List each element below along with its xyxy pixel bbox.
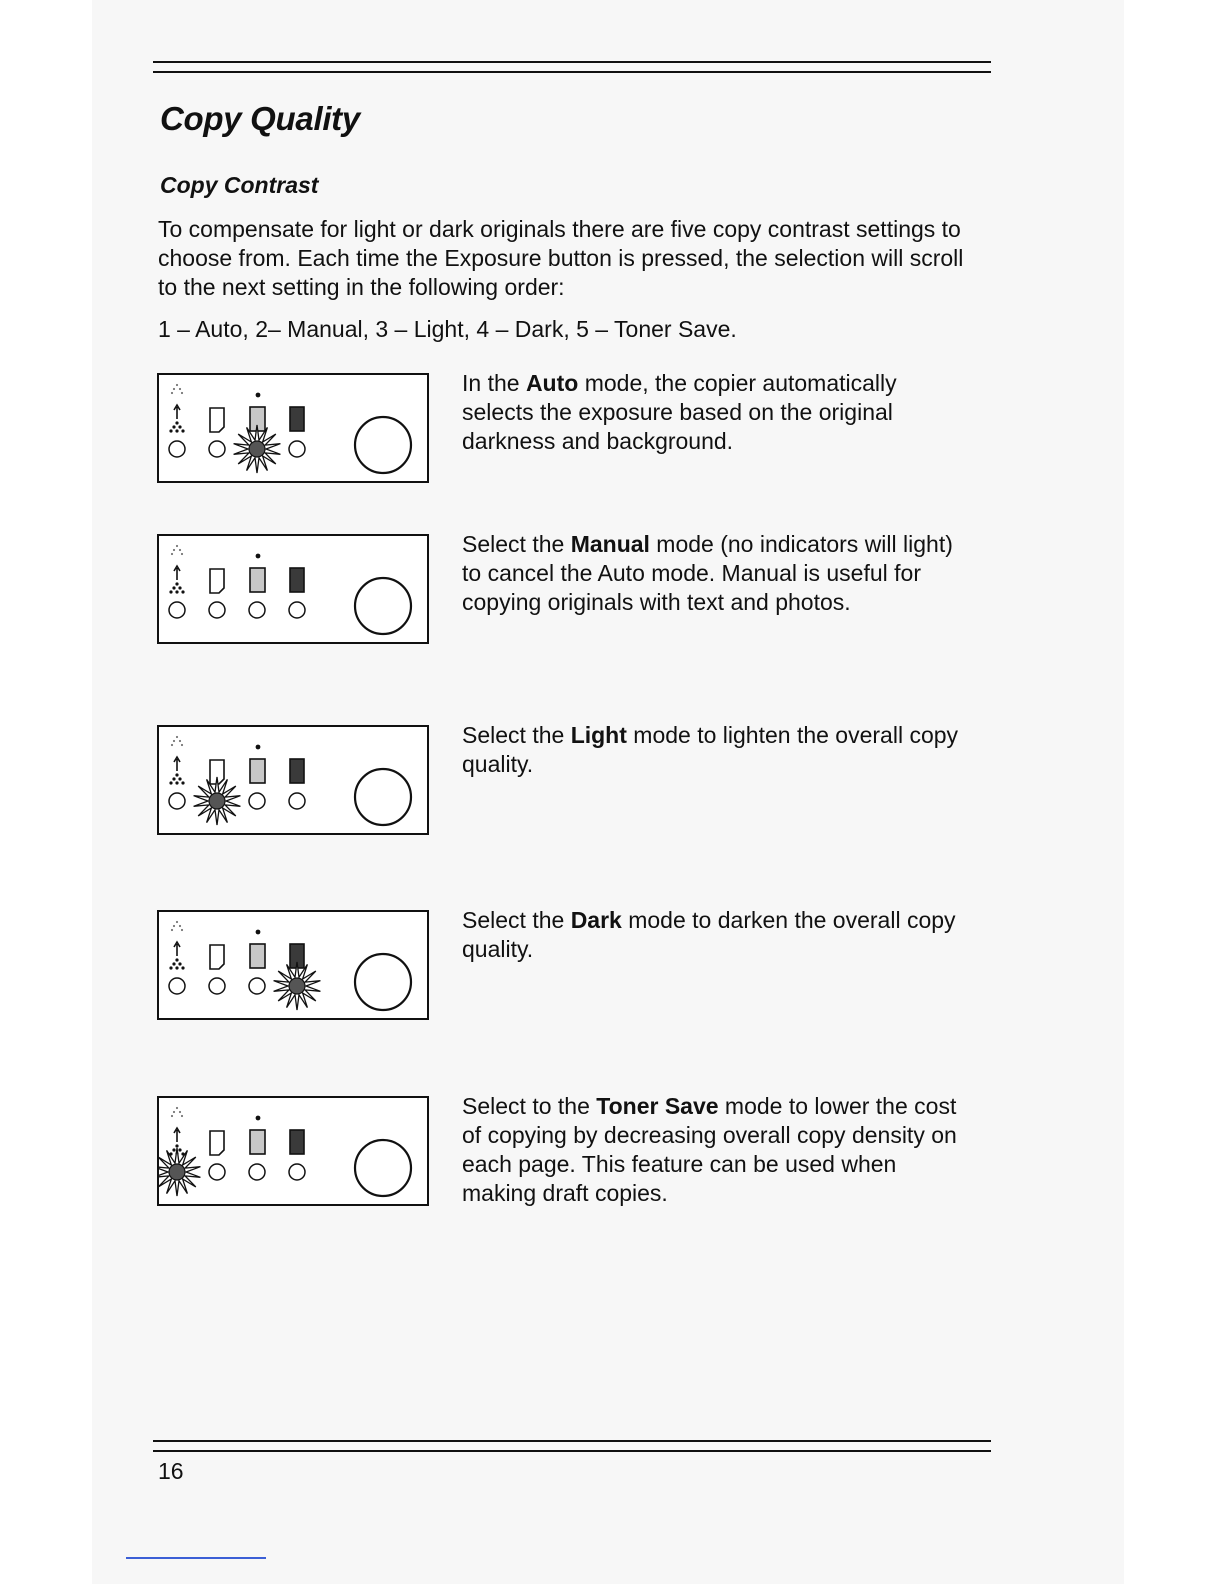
mode-toner-save: [0, 1093, 1224, 1216]
indicator-lamp: [289, 602, 305, 618]
indicator-lamp: [209, 978, 225, 994]
exposure-button-icon: [355, 954, 411, 1010]
indicator-lit-icon: [274, 962, 321, 1010]
dark-original-icon: [290, 407, 304, 431]
indicator-lamp: [249, 978, 265, 994]
page-number: 16: [158, 1458, 184, 1484]
indicator-lit-icon: [194, 777, 241, 825]
indicator-lamp: [209, 1164, 225, 1180]
intro-paragraph: To compensate for light or dark originals there are five copy contrast settings to choose from. Each time the Exposure button is pressed, the selection will scroll to the next setting in the following order:: [158, 216, 964, 300]
manual-indicator-dot: [256, 393, 261, 398]
light-original-icon: [210, 1131, 224, 1155]
indicator-lamp: [209, 441, 225, 457]
mode-description: In the Auto mode, the copier automatically selects the exposure based on the original darkness and background.: [462, 370, 897, 454]
indicator-lamp: [249, 793, 265, 809]
mode-order: 1 – Auto, 2– Manual, 3 – Light, 4 – Dark, 5 – Toner Save.: [158, 316, 737, 342]
mode-name: Auto: [525, 370, 579, 396]
section-title: Copy Contrast: [160, 172, 319, 198]
bottom-rule-2: [153, 1450, 991, 1452]
indicator-lamp: [289, 1164, 305, 1180]
mode-name: Toner Save: [596, 1093, 719, 1119]
light-original-icon: [210, 569, 224, 593]
control-panel-auto: [157, 373, 429, 483]
indicator-lit-icon: [159, 1148, 200, 1196]
mode-description: Select to the Toner Save mode to lower the cost of copying by decreasing overall copy density on each page. This feature can be used when making draft copies.: [462, 1093, 957, 1206]
indicator-lamp: [169, 978, 185, 994]
exposure-button-icon: [355, 1140, 411, 1196]
control-panel-light: [157, 725, 429, 835]
auto-exposure-icon: [169, 545, 184, 594]
underline-mark: [126, 1557, 266, 1559]
dark-original-icon: [290, 759, 304, 783]
page-title: Copy Quality: [160, 100, 360, 137]
normal-original-icon: [250, 1130, 265, 1154]
auto-exposure-icon: [169, 384, 184, 433]
mode-auto: [0, 370, 1224, 493]
top-rule: [153, 61, 991, 63]
mode-manual: [0, 531, 1224, 654]
indicator-lamp: [289, 441, 305, 457]
exposure-button-icon: [355, 417, 411, 473]
indicator-lamp: [289, 793, 305, 809]
manual-indicator-dot: [256, 745, 261, 750]
top-rule-2: [153, 71, 991, 73]
mode-name: Light: [570, 722, 627, 748]
auto-exposure-icon: [169, 736, 184, 785]
auto-exposure-icon: [169, 921, 184, 970]
indicator-lit-icon: [234, 425, 281, 473]
mode-light: [0, 722, 1224, 845]
control-panel-dark: [157, 910, 429, 1020]
manual-indicator-dot: [256, 930, 261, 935]
mode-description: Select the Dark mode to darken the overall copy quality.: [462, 907, 956, 962]
indicator-lamp: [169, 602, 185, 618]
manual-indicator-dot: [256, 554, 261, 559]
normal-original-icon: [250, 568, 265, 592]
mode-dark: [0, 907, 1224, 1030]
control-panel-manual: [157, 534, 429, 644]
mode-name: Dark: [570, 907, 622, 933]
normal-original-icon: [250, 944, 265, 968]
indicator-lamp: [169, 441, 185, 457]
light-original-icon: [210, 945, 224, 969]
indicator-lamp: [249, 602, 265, 618]
exposure-button-icon: [355, 578, 411, 634]
exposure-button-icon: [355, 769, 411, 825]
indicator-lamp: [209, 602, 225, 618]
dark-original-icon: [290, 568, 304, 592]
mode-description: Select the Manual mode (no indicators will light) to cancel the Auto mode. Manual is useful for copying originals with text and photos.: [462, 531, 953, 615]
indicator-lamp: [249, 1164, 265, 1180]
control-panel-toner-save: [157, 1096, 429, 1206]
normal-original-icon: [250, 759, 265, 783]
mode-name: Manual: [570, 531, 650, 557]
mode-description: Select the Light mode to lighten the overall copy quality.: [462, 722, 959, 777]
bottom-rule: [153, 1440, 991, 1442]
indicator-lamp: [169, 793, 185, 809]
light-original-icon: [210, 408, 224, 432]
dark-original-icon: [290, 1130, 304, 1154]
manual-indicator-dot: [256, 1116, 261, 1121]
